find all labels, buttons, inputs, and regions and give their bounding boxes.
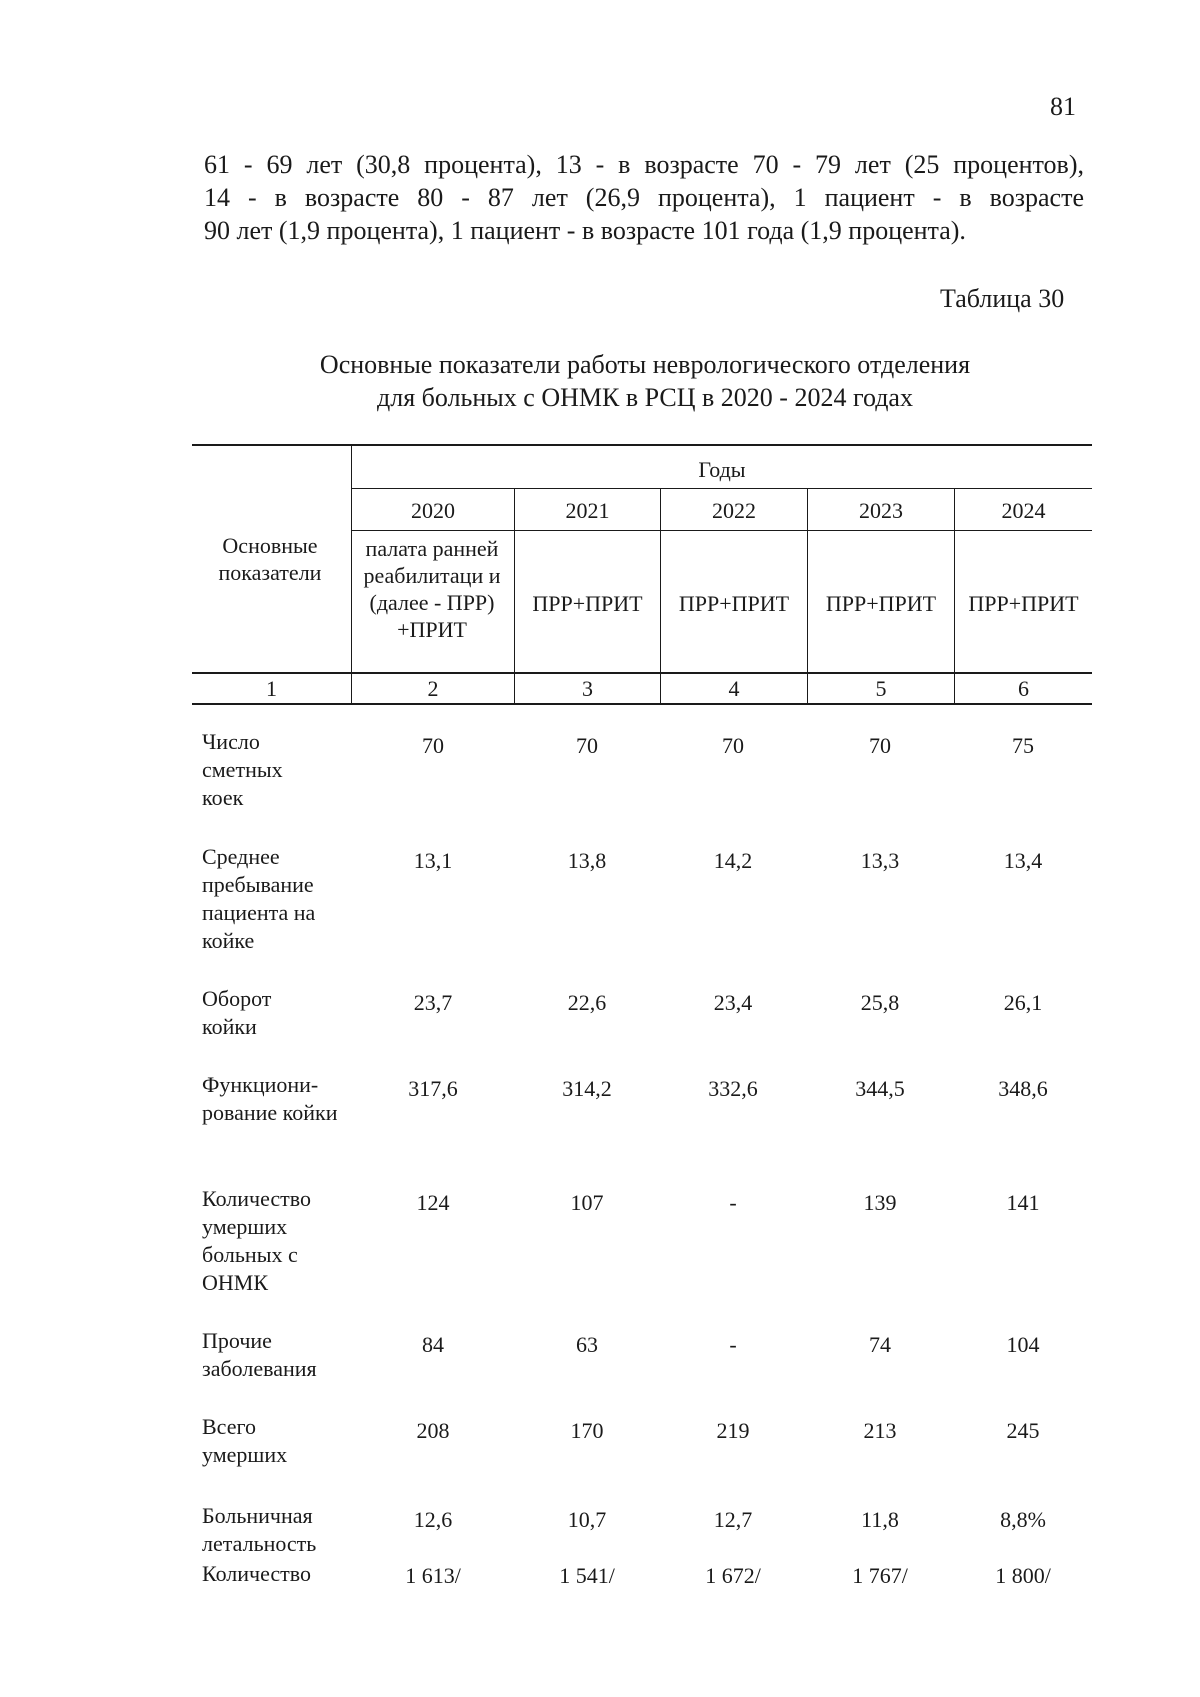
table-title-line: Основные показатели работы неврологического отделения — [319, 350, 971, 379]
cell-value: 23,4 — [713, 990, 753, 1015]
cell-value: 13,3 — [860, 848, 900, 873]
row-label: Всего умерших — [202, 1414, 288, 1467]
cell-value: 332,6 — [708, 1076, 758, 1101]
cell-value: 12,6 — [413, 1507, 453, 1532]
cell-value: 13,1 — [413, 848, 453, 873]
header-unit: ПРР+ПРИТ — [968, 591, 1079, 616]
cell-value: 70 — [576, 733, 598, 758]
cell-value: 70 — [722, 733, 744, 758]
cell-value: 25,8 — [860, 990, 900, 1015]
cell-value: 208 — [416, 1418, 450, 1443]
cell-value: 107 — [570, 1190, 604, 1215]
header-bottom-border — [192, 672, 1092, 674]
header-year: 2021 — [565, 498, 610, 523]
header-unit: ПРР+ПРИТ — [825, 591, 937, 616]
cell-value: 14,2 — [713, 848, 753, 873]
intro-line: 61 - 69 лет (30,8 процента), 13 - в возрасте 70 - 79 лет (25 процентов), — [204, 150, 1084, 179]
table-title-line: для больных с ОНМК в РСЦ в 2020 - 2024 годах — [377, 383, 913, 412]
cell-value: 70 — [422, 733, 444, 758]
row-label: Оборот койки — [202, 986, 272, 1039]
cell-value: 1 613/ — [405, 1563, 461, 1588]
header-unit: ПРР+ПРИТ — [678, 591, 790, 616]
cell-value: 12,7 — [713, 1507, 753, 1532]
cell-value: - — [729, 1190, 737, 1215]
cell-value: 124 — [416, 1190, 450, 1215]
column-number: 3 — [582, 676, 593, 701]
column-number: 4 — [728, 676, 740, 701]
header-year: 2020 — [411, 498, 455, 523]
cell-value: 314,2 — [562, 1076, 612, 1101]
cell-value: - — [729, 1332, 737, 1357]
years-row-border — [352, 488, 1092, 489]
intro-paragraph — [204, 148, 1084, 247]
units-row-border — [352, 530, 1092, 531]
page-number: 81 — [1050, 92, 1076, 121]
cell-value: 75 — [1012, 733, 1034, 758]
cell-value: 26,1 — [1003, 990, 1043, 1015]
cell-value: 11,8 — [861, 1507, 899, 1532]
col-divider — [351, 445, 352, 704]
header-year: 2022 — [712, 498, 756, 523]
cell-value: 348,6 — [998, 1076, 1048, 1101]
cell-value: 141 — [1006, 1190, 1040, 1215]
column-number: 5 — [875, 676, 887, 701]
cell-value: 23,7 — [413, 990, 453, 1015]
header-year: 2024 — [1001, 498, 1046, 523]
cell-value: 70 — [869, 733, 891, 758]
row-label: Количество умерших больных с ОНМК — [202, 1186, 312, 1295]
row-label: Число сметных коек — [202, 729, 283, 810]
cell-value: 139 — [863, 1190, 897, 1215]
cell-value: 10,7 — [567, 1507, 607, 1532]
table-title — [190, 348, 1100, 414]
header-years-group: Годы — [698, 457, 746, 482]
cell-value: 22,6 — [567, 990, 607, 1015]
column-number: 6 — [1018, 676, 1029, 701]
column-number: 2 — [427, 676, 439, 701]
row-label: Прочие заболевания — [202, 1328, 317, 1381]
table-label: Таблица 30 — [940, 284, 1065, 313]
cell-value: 84 — [422, 1332, 444, 1357]
cell-value: 8,8% — [1000, 1507, 1046, 1532]
cell-value: 1 672/ — [705, 1563, 761, 1588]
table-top-border — [192, 444, 1092, 446]
intro-line: 90 лет (1,9 процента), 1 пациент - в возрасте 101 года (1,9 процента). — [204, 216, 966, 245]
cell-value: 1 541/ — [559, 1563, 615, 1588]
header-unit: ПРР+ПРИТ — [532, 591, 643, 616]
cell-value: 63 — [576, 1332, 598, 1357]
row-label: Количество — [202, 1561, 312, 1586]
cell-value: 74 — [869, 1332, 891, 1357]
cell-value: 344,5 — [855, 1076, 905, 1101]
row-label: Больничная летальность — [202, 1503, 317, 1556]
header-unit: палата ранней реабилитаци и (далее - ПРР) +ПРИТ — [363, 536, 501, 642]
cell-value: 104 — [1006, 1332, 1040, 1357]
cell-value: 13,4 — [1003, 848, 1043, 873]
header-year: 2023 — [859, 498, 903, 523]
cell-value: 170 — [570, 1418, 604, 1443]
colnum-bottom-border — [192, 703, 1092, 705]
cell-value: 317,6 — [408, 1076, 458, 1101]
column-number: 1 — [266, 676, 277, 701]
cell-value: 13,8 — [567, 848, 607, 873]
row-label: Среднее пребывание пациента на койке — [202, 844, 316, 953]
intro-line: 14 - в возрасте 80 - 87 лет (26,9 процента), 1 пациент - в возрасте — [204, 183, 1084, 212]
cell-value: 213 — [863, 1418, 897, 1443]
row-label: Функциони-рование койки — [202, 1072, 338, 1125]
cell-value: 245 — [1006, 1418, 1040, 1443]
header-indicator: Основные показатели — [218, 533, 322, 585]
cell-value: 1 767/ — [852, 1563, 908, 1588]
cell-value: 1 800/ — [995, 1563, 1051, 1588]
cell-value: 219 — [716, 1418, 750, 1443]
